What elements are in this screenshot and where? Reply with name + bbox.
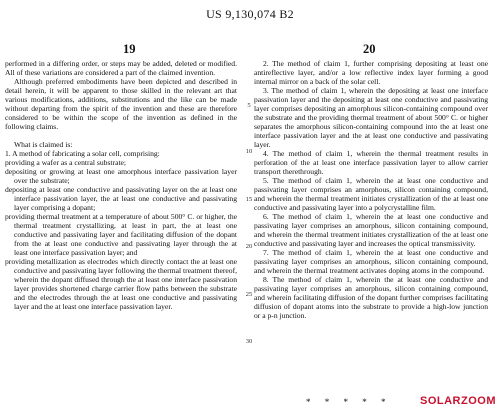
claim-1-step: providing a wafer as a central substrate; <box>5 158 127 167</box>
paragraph: performed in a differing order, or steps may be added, deleted or modified. All of these variations are considered a part of the claimed invention. <box>5 59 237 77</box>
claim-7: 7. The method of claim 1, wherein the at least one conductive and passivating layer comprises an amorphous, silicon containing compound, and wherein the thermal treatment activates doping atoms in the compound. <box>254 248 488 275</box>
patent-number: US 9,130,074 B2 <box>206 7 294 21</box>
claim-1-step: providing metallization as electrodes which directly contact the at least one conductive and passivating layer following the thermal treatment thereof, wherein the dopant diffused through the at least one interface passivation layer provides shortened charge carrier flow paths between the substrate and the electrodes through the at least one conductive and passivating layer and the at least one interface passivation layer. <box>5 257 237 311</box>
claim-4: 4. The method of claim 1, wherein the thermal treatment results in perforation of the at least one interface passivation layer to allow carrier transport therethrough. <box>254 149 488 176</box>
line-number: 5 <box>247 102 251 109</box>
claim-1-step: providing thermal treatment at a temperature of about 500° C. or higher, the thermal treatment crystallizing, at least in part, the at least one conductive and passivating layer and facilitating diffusion of the dopant from the at least one conductive and passivating layer through the at least one interface passivation layer; and <box>5 212 237 257</box>
claim-1-step: depositing or growing at least one amorphous interface passivation layer over the substrate; <box>5 167 237 185</box>
claims-intro: What is claimed is: <box>14 140 73 149</box>
line-number: 30 <box>245 338 253 345</box>
left-column <box>5 59 237 311</box>
column-number-right: 20 <box>363 42 376 56</box>
claim-5: 5. The method of claim 1, wherein the at least one conductive and passivating layer comprises an amorphous, silicon containing compound, and wherein the thermal treatment initiates crystallization of the at least one conductive and passivating layer into a polycrystalline film. <box>254 176 488 212</box>
line-number: 25 <box>245 291 253 298</box>
line-number: 10 <box>245 148 253 155</box>
watermark-logo: SOLARZOOM <box>420 395 496 407</box>
claim-2: 2. The method of claim 1, further comprising depositing at least one antireflective layer, and/or a low reflective index layer forming a good internal mirror on a back of the solar cell. <box>254 59 488 86</box>
claim-1-preamble: 1. A method of fabricating a solar cell, comprising: <box>5 149 160 158</box>
paragraph: Although preferred embodiments have been depicted and described in detail herein, it will be apparent to those skilled in the relevant art that various modifications, additions, substitutions and the like can be made without departing from the spirit of the invention and these are therefore considered to be within the scope of the invention as defined in the following claims. <box>5 77 237 131</box>
column-number-left: 19 <box>123 42 136 56</box>
end-marks: * * * * * <box>306 397 392 407</box>
claim-1-step: depositing at least one conductive and passivating layer on the at least one interface passivation layer, the at least one conductive and passivating layer comprising a dopant; <box>5 185 237 212</box>
right-column <box>254 59 488 320</box>
line-number: 15 <box>245 196 253 203</box>
claim-6: 6. The method of claim 1, wherein the at least one conductive and passivating layer comprises an amorphous, silicon containing compound, and wherein the thermal treatment initiates crystallization of the at least one conductive and passivating layer and increases the optical transmissivity. <box>254 212 488 248</box>
claim-3: 3. The method of claim 1, wherein the depositing at least one interface passivation layer and the depositing at least one conductive and passivating layer comprises depositing an amorphous silicon-containing compound over the substrate and the providing thermal treatment of about 500° C. or higher separates the amorphous silicon-containing compound into the at least one interface passivation layer and the at least one conductive and passivating layer. <box>254 86 488 149</box>
line-number: 20 <box>245 243 253 250</box>
claim-8: 8. The method of claim 1, wherein the at least one conductive and passivating layer comprises an amorphous, silicon containing compound, and wherein facilitating diffusion of the dopant further comprises facilitating diffusion of dopant atoms into the substrate to provide a high-low junction or a p-n junction. <box>254 275 488 320</box>
